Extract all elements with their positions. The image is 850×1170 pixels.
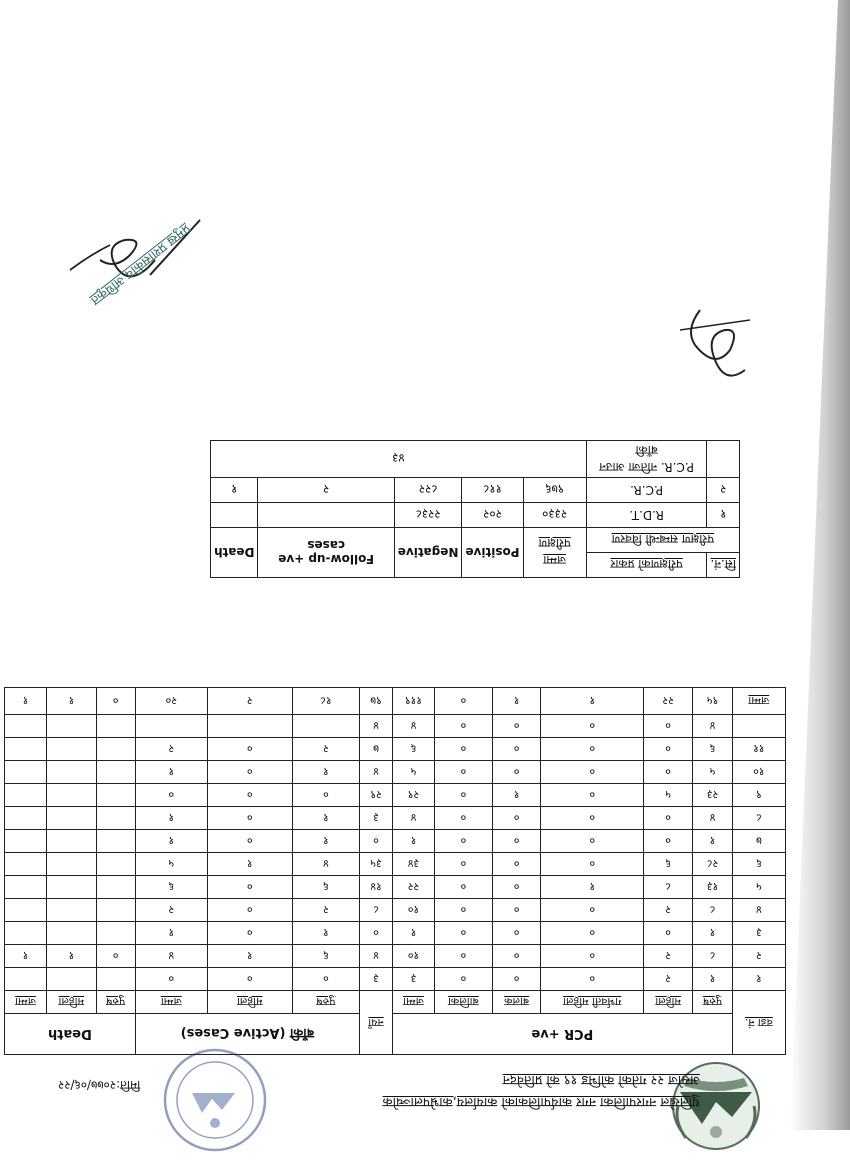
table-cell: [96, 968, 135, 991]
sub-header: बालक: [492, 991, 541, 1014]
total-cell: १: [492, 688, 541, 715]
table-cell: ८: [643, 876, 693, 899]
h-type: परीक्षणको प्रकार: [586, 553, 707, 578]
table-cell: [96, 830, 135, 853]
pending-label: P.C.R. नतिजा आउन बाँकी: [586, 441, 707, 478]
total-cell: १: [541, 688, 643, 715]
total-cell: २२: [643, 688, 693, 715]
sub-header: गर्भवती महिला: [541, 991, 643, 1014]
table-cell: [47, 876, 97, 899]
table-cell: [96, 922, 135, 945]
table-cell: ५: [135, 853, 207, 876]
table-cell: २: [135, 738, 207, 761]
total-cell: ९७: [360, 688, 393, 715]
table-cell: ०: [643, 830, 693, 853]
col-ward: वडा नं.: [732, 991, 785, 1055]
scan-edge-shadow: [790, 0, 850, 1130]
table-cell: ०: [643, 715, 693, 738]
test-death: १: [211, 478, 259, 503]
ward-number: ४: [732, 899, 785, 922]
table-cell: ६: [392, 738, 434, 761]
table-cell: ०: [541, 968, 643, 991]
table-cell: ०: [96, 945, 135, 968]
sub-header: पुरुष: [693, 991, 732, 1014]
header-report-line: असोज २२ गतेको कोभिड १९ को प्रतिवेदन: [502, 1072, 700, 1087]
table-cell: १: [693, 922, 732, 945]
table-cell: ०: [643, 761, 693, 784]
table-cell: ०: [434, 899, 492, 922]
sub-header: जम्मा: [392, 991, 434, 1014]
table-cell: ०: [434, 807, 492, 830]
table-cell: [5, 761, 47, 784]
table-cell: २९: [392, 784, 434, 807]
test-follow-up: २: [258, 478, 394, 503]
test-follow-up: [258, 503, 394, 528]
table-cell: [47, 761, 97, 784]
table-cell: ०: [541, 922, 643, 945]
table-cell: १: [207, 853, 292, 876]
group-pcr: PCR +ve: [392, 1014, 732, 1055]
table-cell: [47, 715, 97, 738]
test-type: R.D.T.: [586, 503, 707, 528]
table-cell: ०: [492, 830, 541, 853]
h-total: जम्मा परीक्षण: [523, 528, 586, 578]
table-cell: ४: [392, 807, 434, 830]
table-cell: ०: [434, 968, 492, 991]
table-cell: २९: [360, 784, 393, 807]
table-cell: १: [292, 830, 359, 853]
test-sn: २: [707, 478, 740, 503]
h-follow-up: Follow-up +ve cases: [258, 528, 394, 578]
table-cell: १: [47, 945, 97, 968]
table-cell: [96, 738, 135, 761]
table-cell: ८: [360, 899, 393, 922]
table-cell: ०: [492, 761, 541, 784]
h-group: परीक्षण सम्बन्धी विवरण: [586, 528, 739, 553]
table-cell: ०: [207, 784, 292, 807]
total-cell: ११९: [392, 688, 434, 715]
ward-number: १०: [732, 761, 785, 784]
sub-header: पुरुष: [96, 991, 135, 1014]
table-cell: ७: [360, 738, 393, 761]
table-cell: ६: [693, 738, 732, 761]
total-cell: १: [5, 688, 47, 715]
group-active: बाँकी (Active Cases): [135, 1014, 359, 1055]
table-cell: [5, 968, 47, 991]
table-cell: ५: [693, 761, 732, 784]
table-cell: ०: [541, 784, 643, 807]
table-row: [5, 715, 786, 738]
table-cell: ०: [135, 784, 207, 807]
table-cell: १: [135, 761, 207, 784]
table-cell: ६: [292, 945, 359, 968]
table-cell: ०: [541, 899, 643, 922]
table-cell: ०: [434, 715, 492, 738]
table-cell: २: [643, 899, 693, 922]
table-cell: ०: [541, 807, 643, 830]
table-cell: १: [207, 945, 292, 968]
table-cell: २२: [392, 876, 434, 899]
test-death: [211, 503, 259, 528]
table-cell: [47, 968, 97, 991]
table-cell: ४: [693, 715, 732, 738]
test-positive: ११८: [462, 478, 523, 503]
table-cell: [5, 876, 47, 899]
ward-number: ५: [732, 876, 785, 899]
table-cell: १: [292, 807, 359, 830]
table-row: [5, 761, 786, 784]
ward-number: ८: [732, 807, 785, 830]
table-cell: [5, 784, 47, 807]
table-cell: १: [693, 968, 732, 991]
table-cell: ०: [492, 853, 541, 876]
table-cell: [5, 853, 47, 876]
table-cell: ०: [292, 968, 359, 991]
table-cell: [47, 899, 97, 922]
table-cell: ०: [643, 738, 693, 761]
table-cell: [207, 715, 292, 738]
table-cell: [47, 784, 97, 807]
table-cell: ०: [207, 922, 292, 945]
sub-header: महिला: [207, 991, 292, 1014]
table-cell: १: [693, 830, 732, 853]
table-cell: ०: [207, 876, 292, 899]
table-cell: १: [135, 830, 207, 853]
total-cell: २: [207, 688, 292, 715]
table-cell: ०: [207, 968, 292, 991]
table-cell: [96, 807, 135, 830]
table-cell: ०: [434, 876, 492, 899]
table-cell: ०: [207, 807, 292, 830]
table-cell: [47, 853, 97, 876]
table-cell: ८: [693, 945, 732, 968]
table-cell: [96, 761, 135, 784]
table-cell: ०: [492, 945, 541, 968]
table-cell: ०: [541, 761, 643, 784]
table-row: [5, 830, 786, 853]
table-cell: [5, 807, 47, 830]
table-row: [5, 945, 786, 968]
test-row: [211, 503, 740, 528]
test-sn: १: [707, 503, 740, 528]
h-death: Death: [211, 528, 259, 578]
table-row: [5, 738, 786, 761]
table-cell: ०: [360, 922, 393, 945]
table-cell: ३: [392, 968, 434, 991]
table-cell: २: [643, 945, 693, 968]
total-cell: ०: [434, 688, 492, 715]
table-cell: ६: [292, 876, 359, 899]
table-cell: ६: [643, 853, 693, 876]
table-cell: १: [392, 922, 434, 945]
table-cell: १: [392, 830, 434, 853]
sub-header: महिला: [643, 991, 693, 1014]
sub-header-row: [5, 991, 786, 1014]
table-cell: ०: [541, 715, 643, 738]
sub-header: पुरुष: [292, 991, 359, 1014]
table-cell: १: [135, 807, 207, 830]
total-label: जम्मा: [732, 688, 785, 715]
pending-blank: [707, 441, 740, 478]
table-cell: ०: [360, 830, 393, 853]
table-cell: १: [292, 761, 359, 784]
table-cell: ३५: [360, 853, 393, 876]
table-cell: ०: [492, 922, 541, 945]
table-row: [5, 853, 786, 876]
table-cell: ३: [360, 968, 393, 991]
table-cell: ४: [693, 807, 732, 830]
table-cell: ०: [492, 968, 541, 991]
sub-header: महिला: [47, 991, 97, 1014]
total-cell: ०: [96, 688, 135, 715]
table-cell: १०: [392, 899, 434, 922]
table-cell: ०: [492, 807, 541, 830]
table-cell: ०: [434, 922, 492, 945]
table-cell: २: [643, 968, 693, 991]
total-cell: १: [47, 688, 97, 715]
table-cell: १: [292, 922, 359, 945]
ward-number: २: [732, 945, 785, 968]
table-cell: [47, 922, 97, 945]
table-cell: ४: [135, 945, 207, 968]
ward-number: ६: [732, 853, 785, 876]
ward-number: १: [732, 968, 785, 991]
group-new: नयाँ: [360, 991, 393, 1055]
table-cell: ०: [492, 899, 541, 922]
table-cell: ०: [434, 945, 492, 968]
ward-number: [732, 715, 785, 738]
table-cell: ०: [541, 830, 643, 853]
table-cell: १४: [360, 876, 393, 899]
table-cell: ०: [434, 761, 492, 784]
test-total: २३३०: [523, 503, 586, 528]
table-cell: [47, 738, 97, 761]
table-cell: [135, 715, 207, 738]
table-cell: ०: [434, 853, 492, 876]
table-row: [5, 968, 786, 991]
table-cell: ०: [292, 784, 359, 807]
table-cell: ५: [643, 784, 693, 807]
test-total: ९७६: [523, 478, 586, 503]
sub-header: जम्मा: [5, 991, 47, 1014]
table-cell: ८: [693, 899, 732, 922]
ward-rows: [5, 688, 786, 991]
table-cell: ०: [492, 738, 541, 761]
table-cell: ०: [643, 807, 693, 830]
table-cell: ४: [360, 761, 393, 784]
table-row: [5, 899, 786, 922]
table-cell: २: [135, 899, 207, 922]
table-cell: ०: [434, 738, 492, 761]
table-cell: [47, 807, 97, 830]
table-cell: १: [5, 945, 47, 968]
table-cell: ०: [207, 738, 292, 761]
h-sn: सि.नं.: [707, 553, 740, 578]
table-cell: [5, 830, 47, 853]
test-type: P.C.R.: [586, 478, 707, 503]
signatory-title: प्रमुख प्रशासकीय अधिकृत: [87, 220, 194, 308]
table-cell: १: [492, 784, 541, 807]
ward-cases-table: [4, 687, 786, 1055]
table-cell: [96, 853, 135, 876]
ward-number: ३: [732, 922, 785, 945]
table-cell: [5, 899, 47, 922]
table-cell: ०: [541, 853, 643, 876]
pending-value: ४३: [211, 441, 587, 478]
table-cell: १३: [693, 876, 732, 899]
table-cell: ३४: [392, 853, 434, 876]
table-cell: १: [541, 876, 643, 899]
table-cell: ०: [643, 922, 693, 945]
sub-header: बालिका: [434, 991, 492, 1014]
header-office-line: धुलिखेल नगरपालिका नगर कार्यपालिकाको कार्यालय,काभ्रेपलाञ्चोक: [382, 1094, 700, 1109]
pending-row: [211, 441, 740, 478]
table-cell: [96, 899, 135, 922]
table-cell: ४: [360, 945, 393, 968]
table-cell: ०: [434, 784, 492, 807]
table-cell: [292, 715, 359, 738]
table-cell: [5, 715, 47, 738]
table-cell: ४: [292, 853, 359, 876]
table-cell: ४: [392, 715, 434, 738]
table-row: [5, 876, 786, 899]
table-cell: ०: [541, 738, 643, 761]
test-positive: २०२: [462, 503, 523, 528]
test-row: [211, 478, 740, 503]
table-cell: [96, 876, 135, 899]
table-row: [5, 922, 786, 945]
ward-number: ११: [732, 738, 785, 761]
test-negative: २२३८: [394, 503, 462, 528]
report-date: मिति:२०७७/०६/२२: [58, 1078, 141, 1092]
table-cell: ०: [434, 830, 492, 853]
h-positive: Positive: [462, 528, 523, 578]
table-cell: ३: [360, 807, 393, 830]
table-cell: २: [292, 899, 359, 922]
h-negative: Negative: [394, 528, 462, 578]
table-cell: १०: [392, 945, 434, 968]
table-cell: [96, 715, 135, 738]
total-cell: ९५: [693, 688, 732, 715]
table-cell: [5, 922, 47, 945]
table-cell: ०: [135, 968, 207, 991]
ward-number: ९: [732, 784, 785, 807]
table-cell: १: [135, 922, 207, 945]
table-cell: [5, 738, 47, 761]
table-cell: ६: [135, 876, 207, 899]
table-cell: ०: [492, 715, 541, 738]
table-cell: [47, 830, 97, 853]
sub-header: जम्मा: [135, 991, 207, 1014]
table-cell: ०: [492, 876, 541, 899]
table-cell: २८: [693, 853, 732, 876]
table-cell: २: [292, 738, 359, 761]
table-cell: ५: [392, 761, 434, 784]
group-death: Death: [5, 1014, 136, 1055]
table-cell: ४: [360, 715, 393, 738]
ward-number: ७: [732, 830, 785, 853]
table-row: [5, 807, 786, 830]
total-cell: १८: [292, 688, 359, 715]
total-row: [5, 688, 786, 715]
table-cell: २३: [693, 784, 732, 807]
table-cell: ०: [207, 899, 292, 922]
table-row: [5, 784, 786, 807]
test-summary-table: [210, 440, 740, 578]
table-cell: ०: [207, 761, 292, 784]
table-cell: ०: [207, 830, 292, 853]
handwritten-signature-left-icon: [675, 300, 755, 390]
test-negative: ८२२: [394, 478, 462, 503]
total-cell: २०: [135, 688, 207, 715]
table-cell: ०: [541, 945, 643, 968]
table-cell: [96, 784, 135, 807]
